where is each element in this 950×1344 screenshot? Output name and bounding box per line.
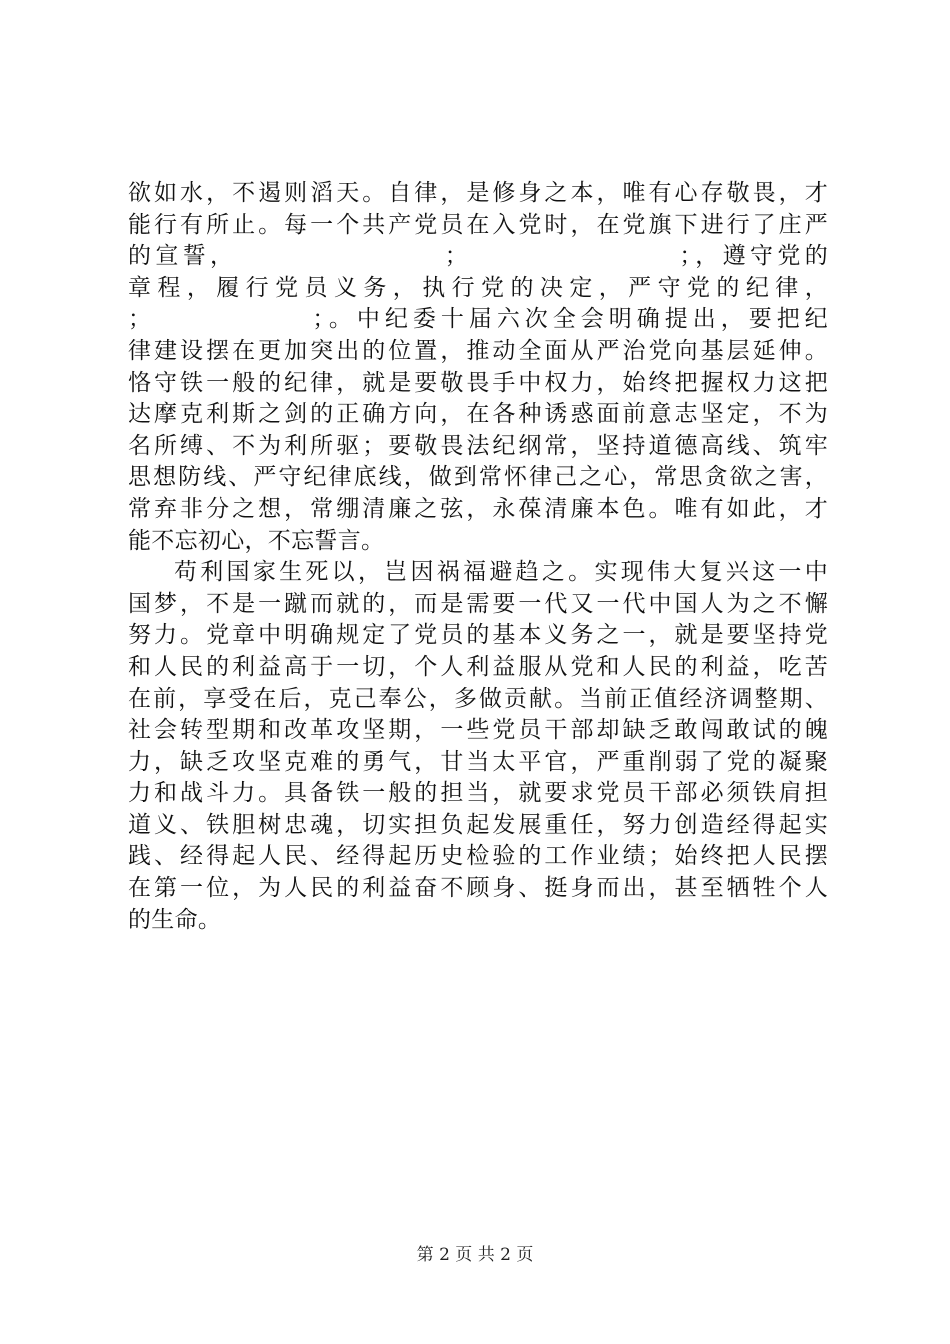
text-line: 和人民的利益高于一切，个人利益服从党和人民的利益，吃苦 <box>128 653 828 680</box>
document-body <box>128 178 828 936</box>
paragraph <box>128 557 828 936</box>
text-line: 思想防线、严守纪律底线，做到常怀律己之心，常思贪欲之害， <box>128 464 828 491</box>
text-line: 律建设摆在更加突出的位置，推动全面从严治党向基层延伸。 <box>128 337 828 364</box>
page-footer: 第 2 页 共 2 页 <box>416 1245 534 1265</box>
text-line: 力和战斗力。具备铁一般的担当，就要求党员干部必须铁肩担 <box>128 780 828 807</box>
text-line: 恪守铁一般的纪律，就是要敬畏手中权力，始终把握权力这把 <box>128 369 828 396</box>
text-line: 能行有所止。每一个共产党员在入党时，在党旗下进行了庄严 <box>128 211 828 238</box>
text-line: 努力。党章中明确规定了党员的基本义务之一，就是要坚持党 <box>128 622 828 649</box>
text-line: ； ；。中纪委十届六次全会明确提出，要把纪 <box>128 306 828 333</box>
text-line: 社会转型期和改革攻坚期，一些党员干部却缺乏敢闯敢试的魄 <box>128 717 828 744</box>
text-line: 在前，享受在后，克己奉公，多做贡献。当前正值经济调整期、 <box>128 685 828 712</box>
text-line: 力，缺乏攻坚克难的勇气，甘当太平官，严重削弱了党的凝聚 <box>128 748 828 775</box>
text-line: 道义、铁胆树忠魂，切实担负起发展重任，努力创造经得起实 <box>128 811 828 838</box>
text-line: 苟利国家生死以，岂因祸福避趋之。实现伟大复兴这一中 <box>174 559 828 586</box>
text-line: 能不忘初心，不忘誓言。 <box>128 527 385 554</box>
text-line: 践、经得起人民、经得起历史检验的工作业绩；始终把人民摆 <box>128 843 828 870</box>
text-line: 常弃非分之想，常绷清廉之弦，永葆清廉本色。唯有如此，才 <box>128 495 828 522</box>
text-line: 的生命。 <box>128 906 222 933</box>
text-line: 章程，履行党员义务，执行党的决定，严守党的纪律， <box>128 274 828 301</box>
paragraph <box>128 178 828 557</box>
text-line: 国梦，不是一蹴而就的，而是需要一代又一代中国人为之不懈 <box>128 590 828 617</box>
text-line: 欲如水，不遏则滔天。自律，是修身之本，唯有心存敬畏，才 <box>128 180 828 206</box>
text-line: 名所缚、不为利所驱；要敬畏法纪纲常，坚持道德高线、筑牢 <box>128 432 828 459</box>
text-line: 在第一位，为人民的利益奋不顾身、挺身而出，甚至牺牲个人 <box>128 875 828 902</box>
text-line: 的宣誓， ； ；，遵守党的 <box>128 243 828 270</box>
text-line: 达摩克利斯之剑的正确方向，在各种诱惑面前意志坚定，不为 <box>128 401 828 428</box>
